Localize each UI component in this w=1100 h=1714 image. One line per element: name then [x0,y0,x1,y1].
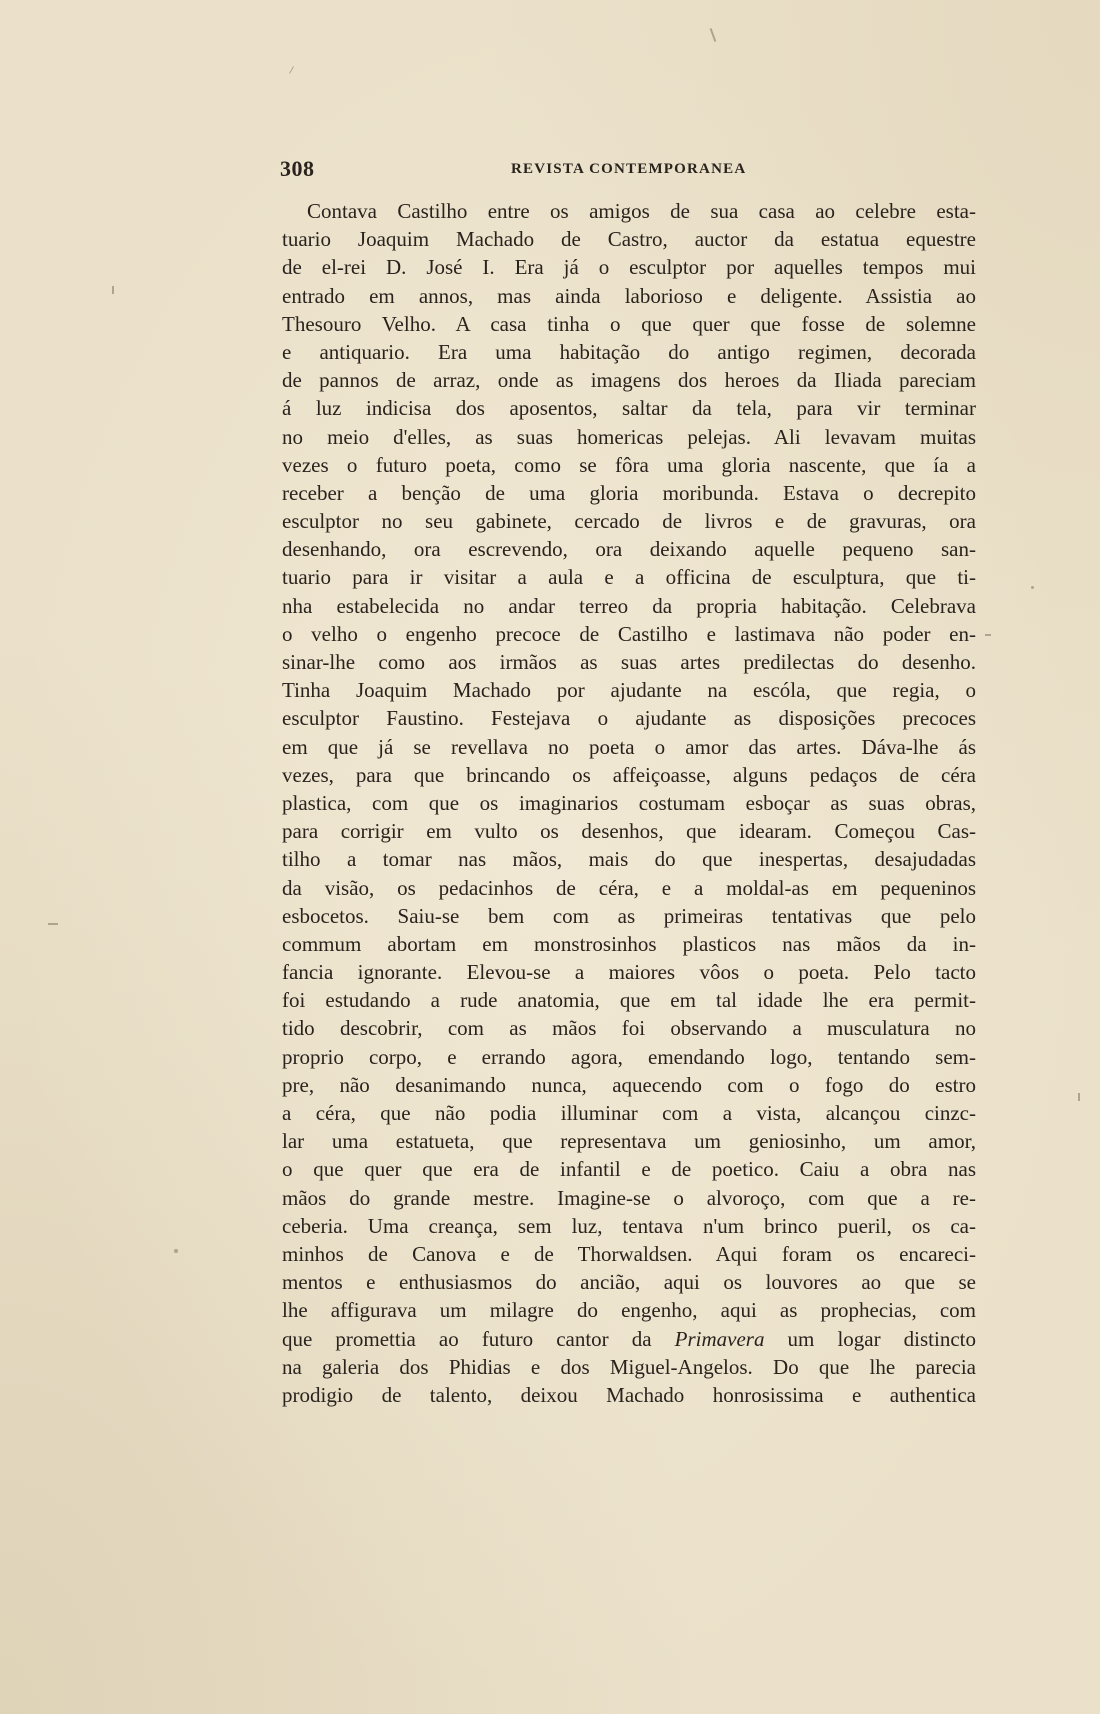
text-line: a céra, que não podia illuminar com a vista, alcançou cinzc- [282,1101,976,1125]
text-line: tuario para ir visitar a aula e a officina de esculptura, que ti- [282,565,976,590]
text-line: e antiquario. Era uma habitação do antigo regimen, decorada [282,339,976,364]
paper-speck [112,286,114,294]
text-line: esculptor no seu gabinete, cercado de livros e de gravuras, ora [282,509,976,534]
page-header [280,156,974,186]
body-paragraph [282,197,976,1409]
paper-speck [710,28,717,42]
text-line: de pannos de arraz, onde as imagens dos heroes da Iliada pareciam [282,368,976,393]
paper-speck [174,1249,178,1253]
running-title: REVISTA CONTEMPORANEA [511,161,747,177]
text-line: entrado em annos, mas ainda laborioso e deligente. Assistia ao [282,283,976,308]
text-segment: um logar distincto [764,1326,976,1351]
text-line: mãos do grande mestre. Imagine-se o alvoroço, com que a re- [282,1185,976,1210]
text-line: no meio d'elles, as suas homericas pelejas. Ali levavam muitas [282,424,976,449]
text-line: receber a benção de uma gloria moribunda. Estava o decrepito [282,480,976,505]
text-line: mentos e enthusiasmos do ancião, aqui os louvores ao que se [282,1270,976,1295]
text-line: prodigio de talento, deixou Machado honrosissima e authentica [282,1382,976,1407]
text-line: pre, não desanimando nunca, aquecendo com o fogo do estro [282,1072,976,1097]
text-line: fancia ignorante. Elevou-se a maiores vôos o poeta. Pelo tacto [282,960,976,985]
text-line: vezes o futuro poeta, como se fôra uma gloria nascente, que ía a [282,452,976,477]
paper-speck [289,66,294,73]
text-line: tuario Joaquim Machado de Castro, auctor da estatua equestre [282,227,976,252]
text-line: lhe affigurava um milagre do engenho, aqui as prophecias, com [282,1298,976,1323]
text-line: ceberia. Uma creança, sem luz, tentava n'um brinco pueril, os ca- [282,1213,976,1238]
text-line: esbocetos. Saiu-se bem com as primeiras tentativas que pelo [282,903,976,928]
text-line: á luz indicisa dos aposentos, saltar da tela, para vir terminar [282,396,976,421]
text-line: Tinha Joaquim Machado por ajudante na escóla, que regia, o [282,678,976,703]
text-line: o velho o engenho precoce de Castilho e lastimava não poder en- [282,621,976,646]
text-line: tilho a tomar nas mãos, mais do que inespertas, desajudadas [282,847,976,872]
text-line: minhos de Canova e de Thorwaldsen. Aqui foram os encareci- [282,1241,976,1266]
text-line: proprio corpo, e errando agora, emendando logo, tentando sem- [282,1044,976,1069]
text-line: nha estabelecida no andar terreo da propria habitação. Celebrava [282,593,976,618]
italic-title: Primavera [674,1326,765,1351]
text-line: lar uma estatueta, que representava um geniosinho, um amor, [282,1129,976,1154]
text-line: vezes, para que brincando os affeiçoasse, alguns pedaços de céra [282,762,976,787]
text-line: foi estudando a rude anatomia, que em tal idade lhe era permit- [282,988,976,1013]
text-line: o que quer que era de infantil e de poetico. Caiu a obra nas [282,1157,976,1182]
text-line: para corrigir em vulto os desenhos, que idearam. Começou Cas- [282,819,976,844]
text-line: commum abortam em monstrosinhos plasticos nas mãos da in- [282,931,976,956]
paper-speck [985,634,991,636]
text-line: em que já se revellava no poeta o amor das artes. Dáva-lhe ás [282,734,976,759]
text-line [282,1325,976,1353]
text-line: esculptor Faustino. Festejava o ajudante as disposições precoces [282,706,976,731]
text-line: na galeria dos Phidias e dos Miguel-Angelos. Do que lhe parecia [282,1354,976,1379]
text-line: Thesouro Velho. A casa tinha o que quer que fosse de solemne [282,311,976,336]
paper-speck [48,923,58,925]
paper-speck [1078,1093,1080,1101]
text-line: desenhando, ora escrevendo, ora deixando aquelle pequeno san- [282,537,976,562]
text-line: tido descobrir, com as mãos foi observando a musculatura no [282,1016,976,1041]
text-line: plastica, com que os imaginarios costumam esboçar as suas obras, [282,790,976,815]
text-line: sinar-lhe como aos irmãos as suas artes predilectas do desenho. [282,650,976,674]
text-line: Contava Castilho entre os amigos de sua casa ao celebre esta- [307,199,976,223]
text-line: da visão, os pedacinhos de céra, e a moldal-as em pequeninos [282,875,976,900]
paper-speck [1031,586,1034,589]
text-line: de el-rei D. José I. Era já o esculptor por aquelles tempos mui [282,255,976,280]
text-segment: que promettia ao futuro cantor da [282,1326,675,1351]
page-number: 308 [280,156,315,181]
